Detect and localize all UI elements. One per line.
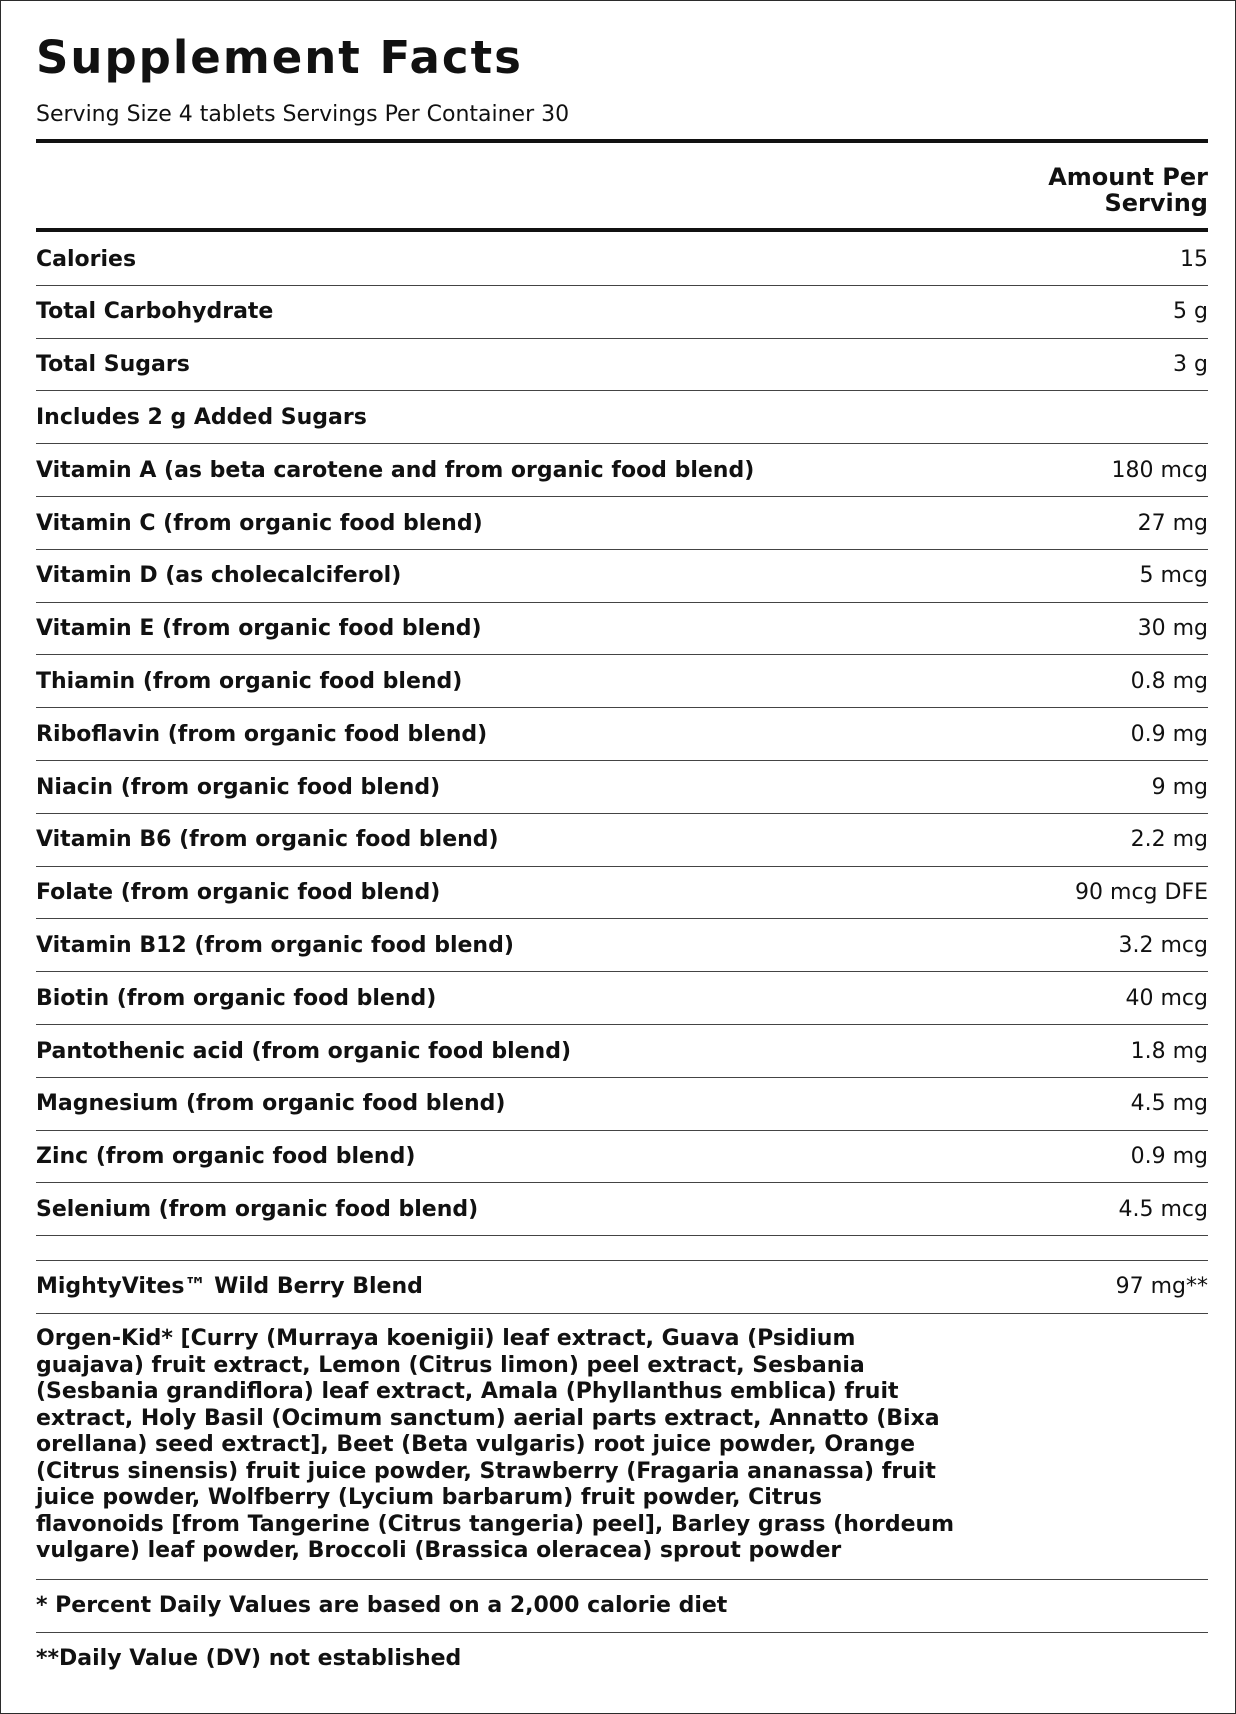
- nutrient-amount: 2.2 mg: [1130, 827, 1208, 853]
- nutrient-row: [36, 286, 1208, 338]
- nutrient-row: [36, 1078, 1208, 1130]
- nutrient-amount: 180 mcg: [1111, 457, 1208, 483]
- nutrient-name: Total Sugars: [36, 352, 190, 378]
- nutrient-amount: 5 g: [1173, 299, 1208, 325]
- page-title: Supplement Facts: [36, 31, 523, 84]
- footnote-dv-not-established: **Daily Value (DV) not established: [36, 1646, 462, 1671]
- nutrient-row: [36, 444, 1208, 496]
- nutrient-amount: 4.5 mcg: [1118, 1196, 1208, 1222]
- nutrient-amount: 0.9 mg: [1130, 721, 1208, 747]
- nutrient-row: [36, 233, 1208, 285]
- blend-amount: 97 mg**: [1115, 1273, 1208, 1299]
- nutrient-amount: 30 mg: [1137, 616, 1208, 642]
- nutrient-name: Vitamin D (as cholecalciferol): [36, 563, 402, 589]
- blend-ingredients: Orgen-Kid* [Curry (Murraya koenigii) leaf extract, Guava (Psidium guajava) fruit extract, Lemon (Citrus limon) peel extract, Sesbania (Sesbania grandiflora) leaf extract, Amala (Phyllanthus emblica) fruit extract, Holy Basil (Ocimum sanctum) aerial parts extract, Annatto (Bixa orellana) seed extract], Beet (Beta vulgaris) root juice powder, Orange (Citrus sinensis) fruit juice powder, Strawberry (Fragaria ananassa) fruit juice powder, Wolfberry (Lycium barbarum) fruit powder, Citrus flavonoids [from Tangerine (Citrus tangeria) peel], Barley grass (hordeum vulgare) leaf powder, Broccoli (Brassica oleracea) sprout powder: [36, 1326, 955, 1563]
- nutrient-row: [36, 814, 1208, 866]
- nutrient-name: Magnesium (from organic food blend): [36, 1091, 506, 1117]
- nutrient-name: Niacin (from organic food blend): [36, 774, 441, 800]
- nutrient-row: [36, 391, 1208, 443]
- nutrient-amount: 0.8 mg: [1130, 668, 1208, 694]
- divider-thick: [36, 228, 1208, 232]
- nutrient-row: [36, 1183, 1208, 1235]
- nutrient-row: [36, 867, 1208, 919]
- nutrient-name: Thiamin (from organic food blend): [36, 668, 463, 694]
- nutrient-name: Zinc (from organic food blend): [36, 1144, 416, 1170]
- nutrient-row: [36, 1025, 1208, 1077]
- nutrient-row: [36, 497, 1208, 549]
- nutrient-name: Vitamin B6 (from organic food blend): [36, 827, 499, 853]
- nutrient-amount: 4.5 mg: [1130, 1091, 1208, 1117]
- nutrient-name: Vitamin B12 (from organic food blend): [36, 932, 514, 958]
- nutrient-name: Selenium (from organic food blend): [36, 1196, 479, 1222]
- divider-thin: [36, 1313, 1208, 1314]
- nutrient-row: [36, 550, 1208, 602]
- nutrient-name: Includes 2 g Added Sugars: [36, 404, 367, 430]
- divider-thick: [36, 139, 1208, 143]
- nutrient-row: [36, 761, 1208, 813]
- nutrient-name: Pantothenic acid (from organic food blend): [36, 1038, 572, 1064]
- nutrient-amount: 3 g: [1173, 352, 1208, 378]
- nutrient-row: [36, 603, 1208, 655]
- amount-header-line-2: Serving: [1104, 189, 1208, 217]
- nutrient-amount: 15: [1180, 246, 1208, 272]
- divider-thin: [36, 1632, 1208, 1633]
- nutrient-amount: 1.8 mg: [1130, 1038, 1208, 1064]
- serving-info: Serving Size 4 tablets Servings Per Container 30: [36, 102, 570, 127]
- nutrient-name: Vitamin E (from organic food blend): [36, 616, 482, 642]
- nutrient-name: Calories: [36, 246, 137, 272]
- nutrient-name: Vitamin A (as beta carotene and from organic food blend): [36, 457, 755, 483]
- blend-name: MightyVites™ Wild Berry Blend: [36, 1273, 423, 1299]
- nutrient-amount: 3.2 mcg: [1118, 932, 1208, 958]
- nutrient-name: Total Carbohydrate: [36, 299, 274, 325]
- nutrient-amount: 0.9 mg: [1130, 1144, 1208, 1170]
- nutrient-row: [36, 708, 1208, 760]
- divider-thin: [36, 1579, 1208, 1580]
- nutrient-row: [36, 1131, 1208, 1183]
- nutrient-name: Vitamin C (from organic food blend): [36, 510, 483, 536]
- nutrient-amount: 9 mg: [1151, 774, 1208, 800]
- nutrient-row: [36, 339, 1208, 391]
- nutrient-row: [36, 655, 1208, 707]
- nutrient-row: [36, 919, 1208, 971]
- nutrient-row: [36, 972, 1208, 1024]
- divider-thin: [36, 1235, 1208, 1236]
- nutrient-amount: 5 mcg: [1139, 563, 1208, 589]
- nutrient-name: Biotin (from organic food blend): [36, 985, 437, 1011]
- blend-row: [36, 1260, 1208, 1312]
- nutrient-amount: 90 mcg DFE: [1075, 880, 1208, 906]
- amount-header-line-1: Amount Per: [1048, 163, 1208, 191]
- amount-per-serving-header: [1048, 164, 1208, 216]
- nutrient-amount: 27 mg: [1137, 510, 1208, 536]
- footnote-daily-values: * Percent Daily Values are based on a 2,000 calorie diet: [36, 1593, 728, 1618]
- nutrient-name: Folate (from organic food blend): [36, 880, 441, 906]
- nutrient-name: Riboflavin (from organic food blend): [36, 721, 488, 747]
- nutrient-amount: 40 mcg: [1125, 985, 1208, 1011]
